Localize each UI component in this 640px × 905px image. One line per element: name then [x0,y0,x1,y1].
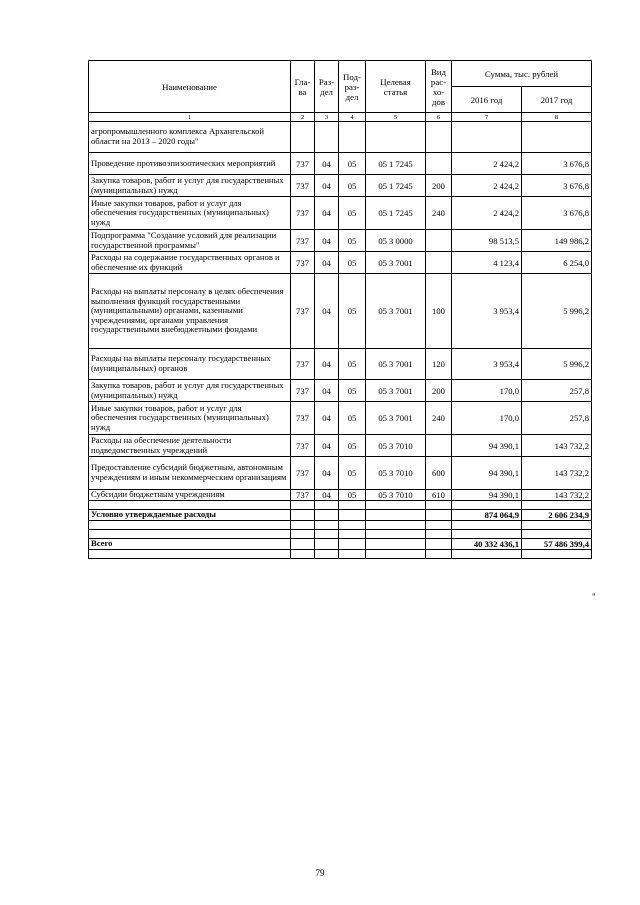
row-glava: 737 [291,402,315,435]
total-2017: 57 486 399,4 [522,539,592,550]
row-2016: 170,0 [452,380,522,402]
row-vid [426,252,452,274]
header-sum: Сумма, тыс. рублей [452,61,592,87]
row-podrazdel: 05 [339,153,366,175]
row-razdel: 04 [315,252,339,274]
row-glava: 737 [291,230,315,252]
row-glava: 737 [291,252,315,274]
row-vid: 600 [426,457,452,490]
row-2017: 257,8 [522,402,592,435]
spacer-row [89,521,592,530]
row-2016: 2 424,2 [452,153,522,175]
header-razdel: Раз- дел [315,61,339,113]
row-2016: 170,0 [452,402,522,435]
row-razdel: 04 [315,457,339,490]
row-target: 05 3 0000 [366,230,426,252]
row-2016: 94 390,1 [452,435,522,457]
continuation-row [89,122,592,153]
row-name: Предоставление субсидий бюджетным, автономным учреждениям и иным некоммерческим организациям [89,457,291,490]
row-2016: 98 513,5 [452,230,522,252]
row-glava: 737 [291,457,315,490]
row-glava: 737 [291,490,315,501]
row-name: Субсидии бюджетным учреждениям [89,490,291,501]
table-row [89,252,592,274]
row-2016: 2 424,2 [452,197,522,230]
row-name: Расходы на содержание государственных органов и обеспечение их функций [89,252,291,274]
table-row [89,153,592,175]
col-number: 6 [426,113,452,122]
row-name: Проведение противоэпизоотических мероприятий [89,153,291,175]
total-name: Всего [89,539,291,550]
spacer-row [89,530,592,539]
row-2017: 3 676,8 [522,175,592,197]
row-razdel: 04 [315,380,339,402]
col-number: 5 [366,113,426,122]
table-row [89,175,592,197]
row-podrazdel: 05 [339,490,366,501]
row-glava: 737 [291,274,315,349]
row-target: 05 3 7010 [366,490,426,501]
spacer-row [89,501,592,510]
row-2016: 3 953,4 [452,349,522,380]
row-name: Расходы на обеспечение деятельности подведомственных учреждений [89,435,291,457]
row-name: Подпрограмма "Создание условий для реализации государственной программы" [89,230,291,252]
table-row [89,349,592,380]
col-number: 7 [452,113,522,122]
table-row [89,380,592,402]
row-name: Иные закупки товаров, работ и услуг для обеспечения государственных (муниципальных) нужд [89,197,291,230]
row-razdel: 04 [315,230,339,252]
row-podrazdel: 05 [339,274,366,349]
row-2017: 143 732,2 [522,490,592,501]
row-name: Закупка товаров, работ и услуг для государственных (муниципальных) нужд [89,175,291,197]
col-number: 1 [89,113,291,122]
row-name: Расходы на выплаты персоналу государственных (муниципальных) органов [89,349,291,380]
row-glava: 737 [291,175,315,197]
header-year-2017: 2017 год [522,87,592,113]
row-name: Закупка товаров, работ и услуг для государственных (муниципальных) нужд [89,380,291,402]
row-target: 05 1 7245 [366,197,426,230]
row-target: 05 3 7001 [366,274,426,349]
row-razdel: 04 [315,402,339,435]
header-glava: Гла- ва [291,61,315,113]
spacer-row [89,550,592,559]
table-row [89,490,592,501]
row-target: 05 3 7001 [366,402,426,435]
row-2016: 94 390,1 [452,490,522,501]
row-razdel: 04 [315,153,339,175]
header-name: Наименование [89,61,291,113]
page-number: 79 [315,868,325,878]
row-razdel: 04 [315,274,339,349]
row-target: 05 3 7010 [366,457,426,490]
row-2016: 4 123,4 [452,252,522,274]
row-2016: 94 390,1 [452,457,522,490]
row-podrazdel: 05 [339,380,366,402]
row-podrazdel: 05 [339,175,366,197]
row-razdel: 04 [315,490,339,501]
budget-table [88,60,592,559]
closing-quote: " [592,592,596,602]
row-podrazdel: 05 [339,230,366,252]
row-vid: 610 [426,490,452,501]
row-2016: 3 953,4 [452,274,522,349]
row-2017: 5 996,2 [522,274,592,349]
header-podrazdel: Под- раз- дел [339,61,366,113]
row-razdel: 04 [315,197,339,230]
row-vid: 240 [426,197,452,230]
row-vid: 240 [426,402,452,435]
row-2017: 143 732,2 [522,457,592,490]
row-2017: 3 676,8 [522,197,592,230]
row-vid [426,230,452,252]
row-name: Расходы на выплаты персоналу в целях обеспечения выполнения функций государственными (муниципальными) органами, казенными учреждениями, органами управления государственными внебюджетными фондами [89,274,291,349]
row-glava: 737 [291,349,315,380]
row-2017: 257,8 [522,380,592,402]
row-target: 05 3 7010 [366,435,426,457]
row-podrazdel: 05 [339,435,366,457]
row-glava: 737 [291,197,315,230]
column-number-row [89,113,592,122]
row-podrazdel: 05 [339,457,366,490]
conditional-name: Условно утверждаемые расходы [89,510,291,521]
row-glava: 737 [291,435,315,457]
header-vid: Вид рас- хо- дов [426,61,452,113]
conditional-2016: 874 064,9 [452,510,522,521]
col-number: 8 [522,113,592,122]
row-target: 05 3 7001 [366,349,426,380]
row-target: 05 3 7001 [366,252,426,274]
row-2017: 3 676,8 [522,153,592,175]
row-vid [426,435,452,457]
row-razdel: 04 [315,435,339,457]
conditional-2017: 2 606 234,9 [522,510,592,521]
row-glava: 737 [291,380,315,402]
row-glava: 737 [291,153,315,175]
row-vid: 100 [426,274,452,349]
row-podrazdel: 05 [339,402,366,435]
col-number: 3 [315,113,339,122]
header-year-2016: 2016 год [452,87,522,113]
row-2017: 6 254,0 [522,252,592,274]
table-row [89,274,592,349]
row-2017: 149 986,2 [522,230,592,252]
table-row [89,230,592,252]
total-2016: 40 332 436,1 [452,539,522,550]
header-target: Целевая статья [366,61,426,113]
row-2017: 5 996,2 [522,349,592,380]
table-row [89,435,592,457]
table-row [89,457,592,490]
row-name: Иные закупки товаров, работ и услуг для обеспечения государственных (муниципальных) нужд [89,402,291,435]
row-target: 05 1 7245 [366,175,426,197]
total-row [89,539,592,550]
row-2017: 143 732,2 [522,435,592,457]
row-2016: 2 424,2 [452,175,522,197]
row-vid [426,153,452,175]
conditional-row [89,510,592,521]
row-vid: 200 [426,175,452,197]
table-row [89,197,592,230]
table-row [89,402,592,435]
row-razdel: 04 [315,175,339,197]
row-vid: 120 [426,349,452,380]
row-target: 05 1 7245 [366,153,426,175]
col-number: 4 [339,113,366,122]
row-razdel: 04 [315,349,339,380]
row-target: 05 3 7001 [366,380,426,402]
row-podrazdel: 05 [339,349,366,380]
row-podrazdel: 05 [339,197,366,230]
row-vid: 200 [426,380,452,402]
col-number: 2 [291,113,315,122]
row-podrazdel: 05 [339,252,366,274]
continuation-name: агропромышленного комплекса Архангельской области на 2013 – 2020 годы" [89,122,291,153]
